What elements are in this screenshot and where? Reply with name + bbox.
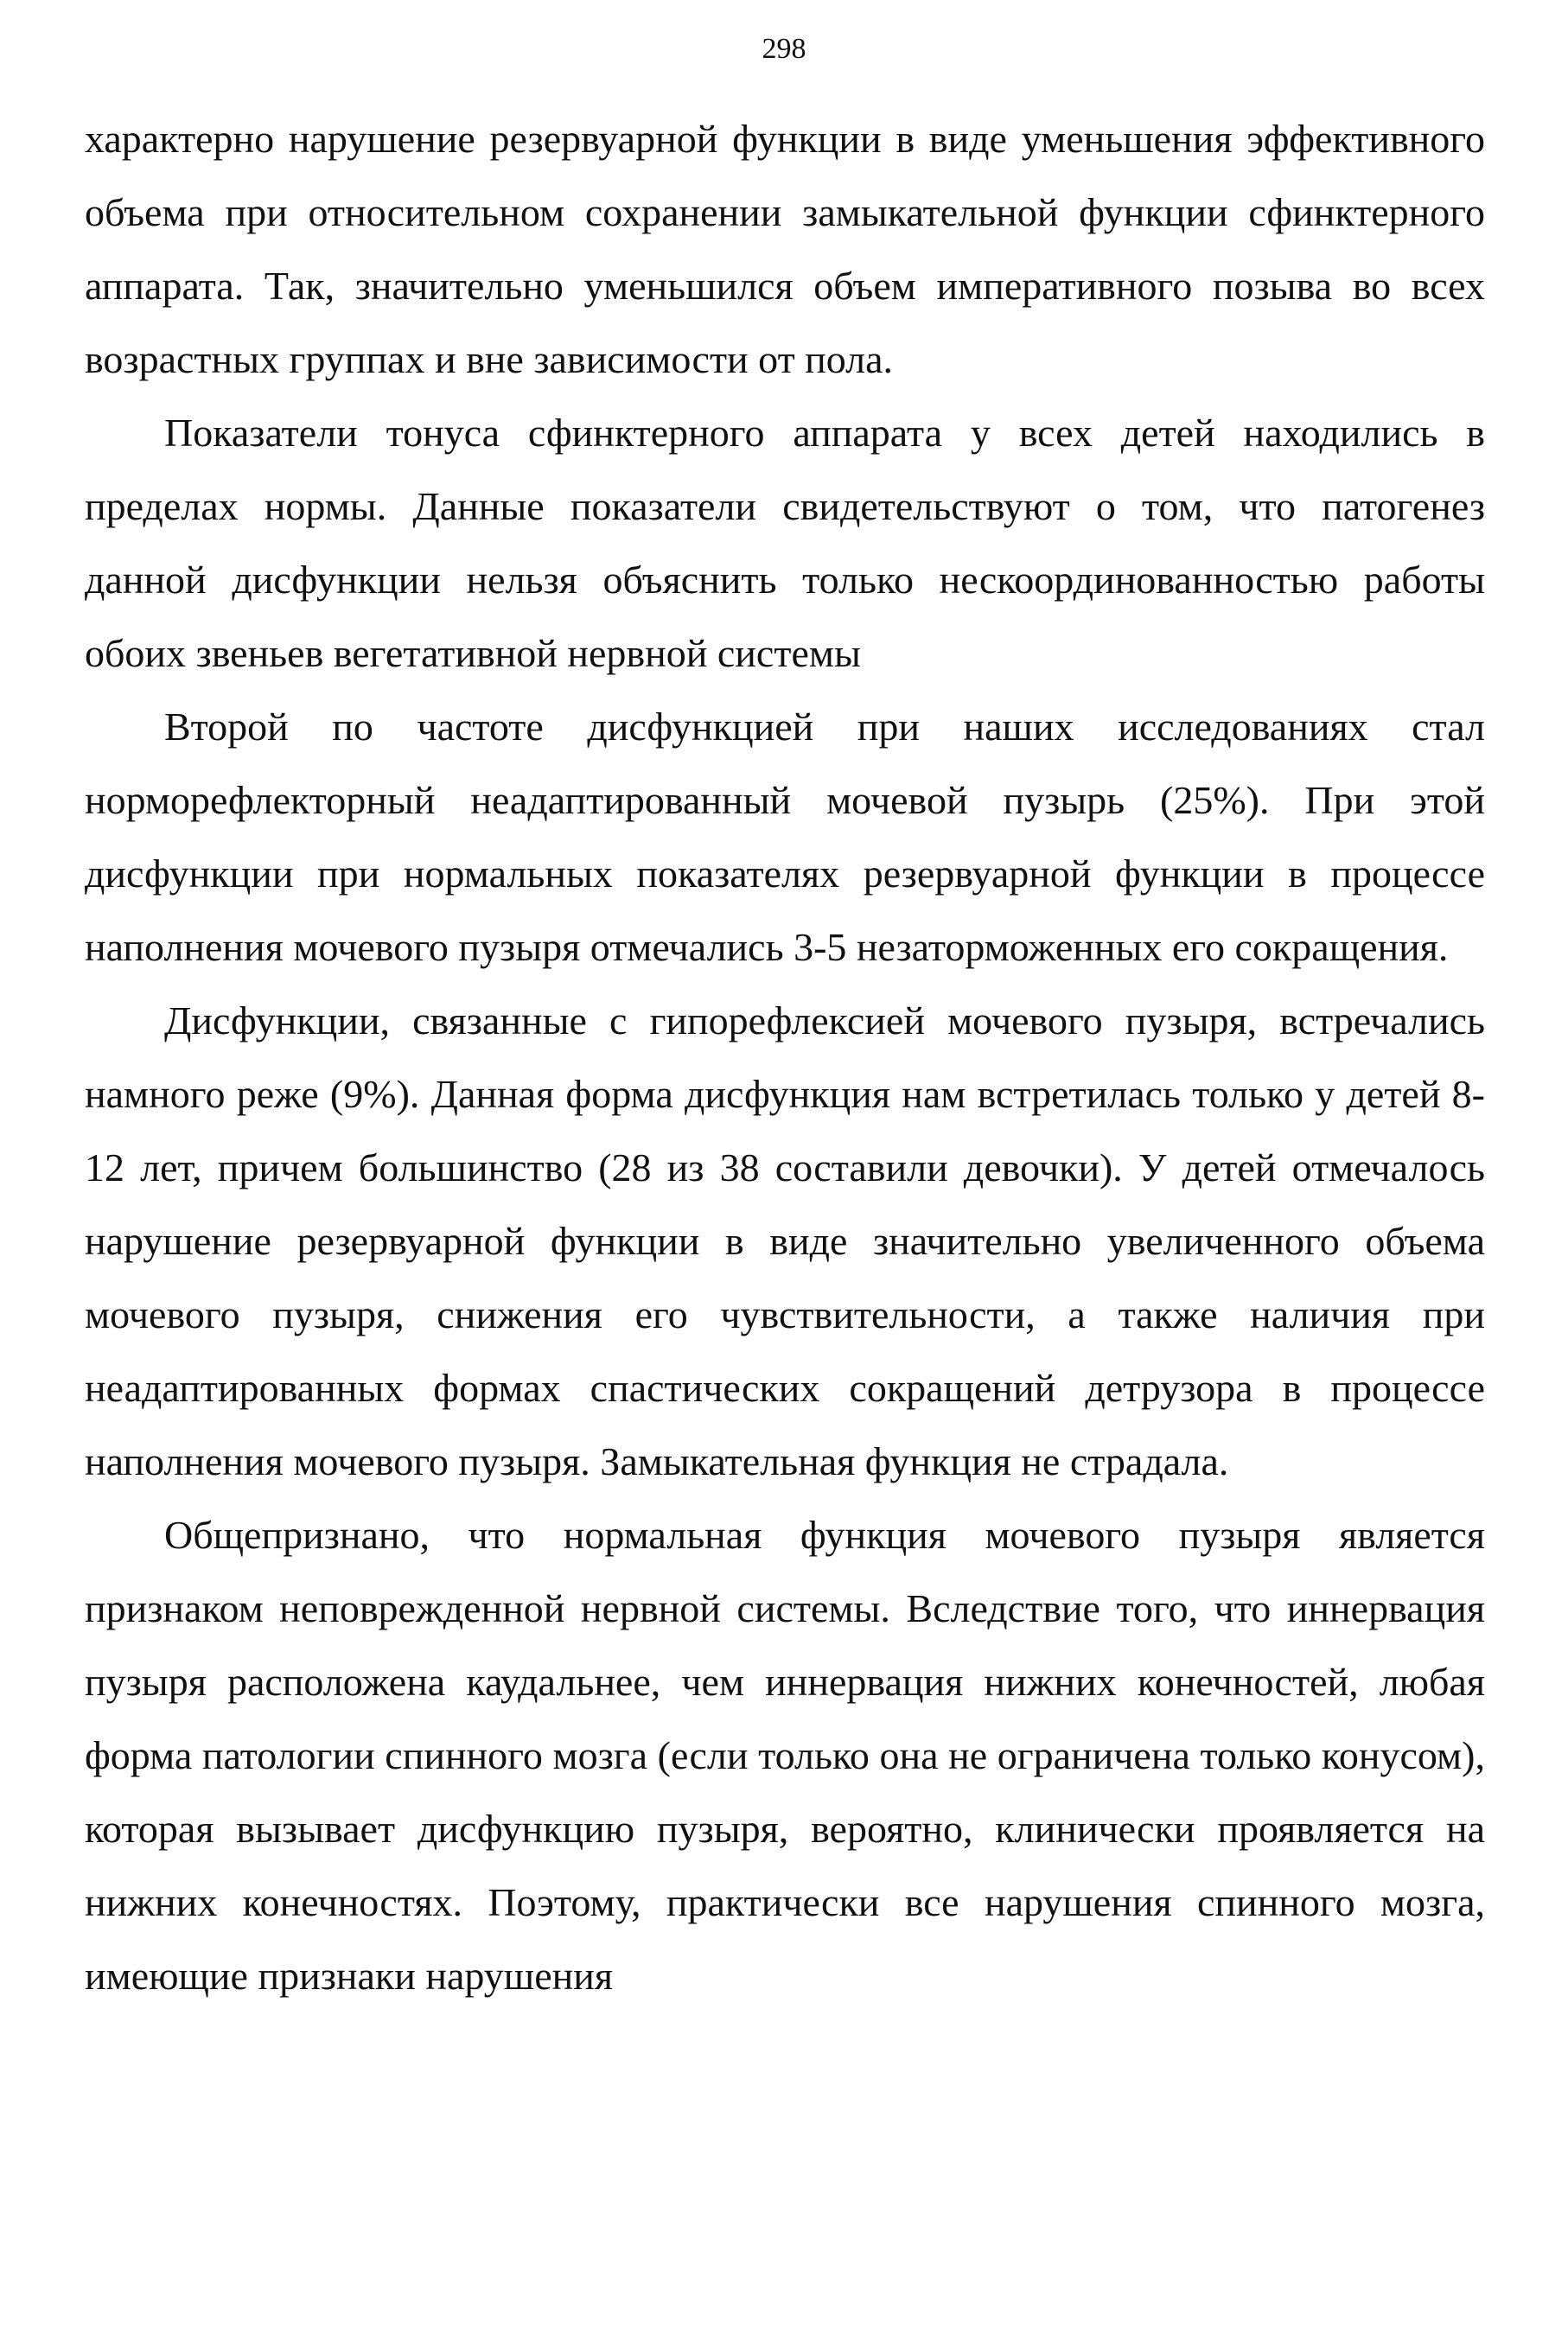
paragraph-normoreflex-bladder: Второй по частоте дисфункцией при наших исследованиях стал норморефлекторный неадаптированный мочевой пузырь (25%). При этой дисфункции при нормальных показателях резервуарной функции в процессе наполнения мочевого пузыря отмечались 3-5 незаторможенных его сокращения. <box>85 705 1485 969</box>
page-number: 298 <box>762 33 806 65</box>
paragraph-bladder-function: Общепризнано, что нормальная функция мочевого пузыря является признаком неповрежденной нервной системы. Вследствие того, что иннервация пузыря расположена каудальнее, чем иннервация нижних конечностей, любая форма патологии спинного мозга (если только она не ограничена только конусом), которая вызывает дисфункцию пузыря, вероятно, клинически проявляется на нижних конечностях. Поэтому, практически все нарушения спинного мозга, имеющие признаки нарушения <box>85 1513 1485 1998</box>
body-text <box>85 102 1485 2012</box>
paragraph-hyporeflexia: Дисфункции, связанные с гипорефлексией мочевого пузыря, встречались намного реже (9%). Данная форма дисфункция нам встретилась только у детей 8-12 лет, причем большинство (28 из 38 составили девочки). У детей отмечалось нарушение резервуарной функции в виде значительно увеличенного объема мочевого пузыря, снижения его чувствительности, а также наличия при неадаптированных формах спастических сокращений детрузора в процессе наполнения мочевого пузыря. Замыкательная функция не страдала. <box>85 998 1485 1483</box>
paragraph-sphincter-tone: Показатели тонуса сфинктерного аппарата у всех детей находились в пределах нормы. Данные показатели свидетельствуют о том, что патогенез данной дисфункции нельзя объяснить только нескоординованностью работы обоих звеньев вегетативной нервной системы <box>85 411 1485 675</box>
paragraph-continuation: характерно нарушение резервуарной функции в виде уменьшения эффективного объема при относительном сохранении замыкательной функции сфинктерного аппарата. Так, значительно уменьшился объем императивного позыва во всех возрастных группах и вне зависимости от пола. <box>85 117 1485 381</box>
